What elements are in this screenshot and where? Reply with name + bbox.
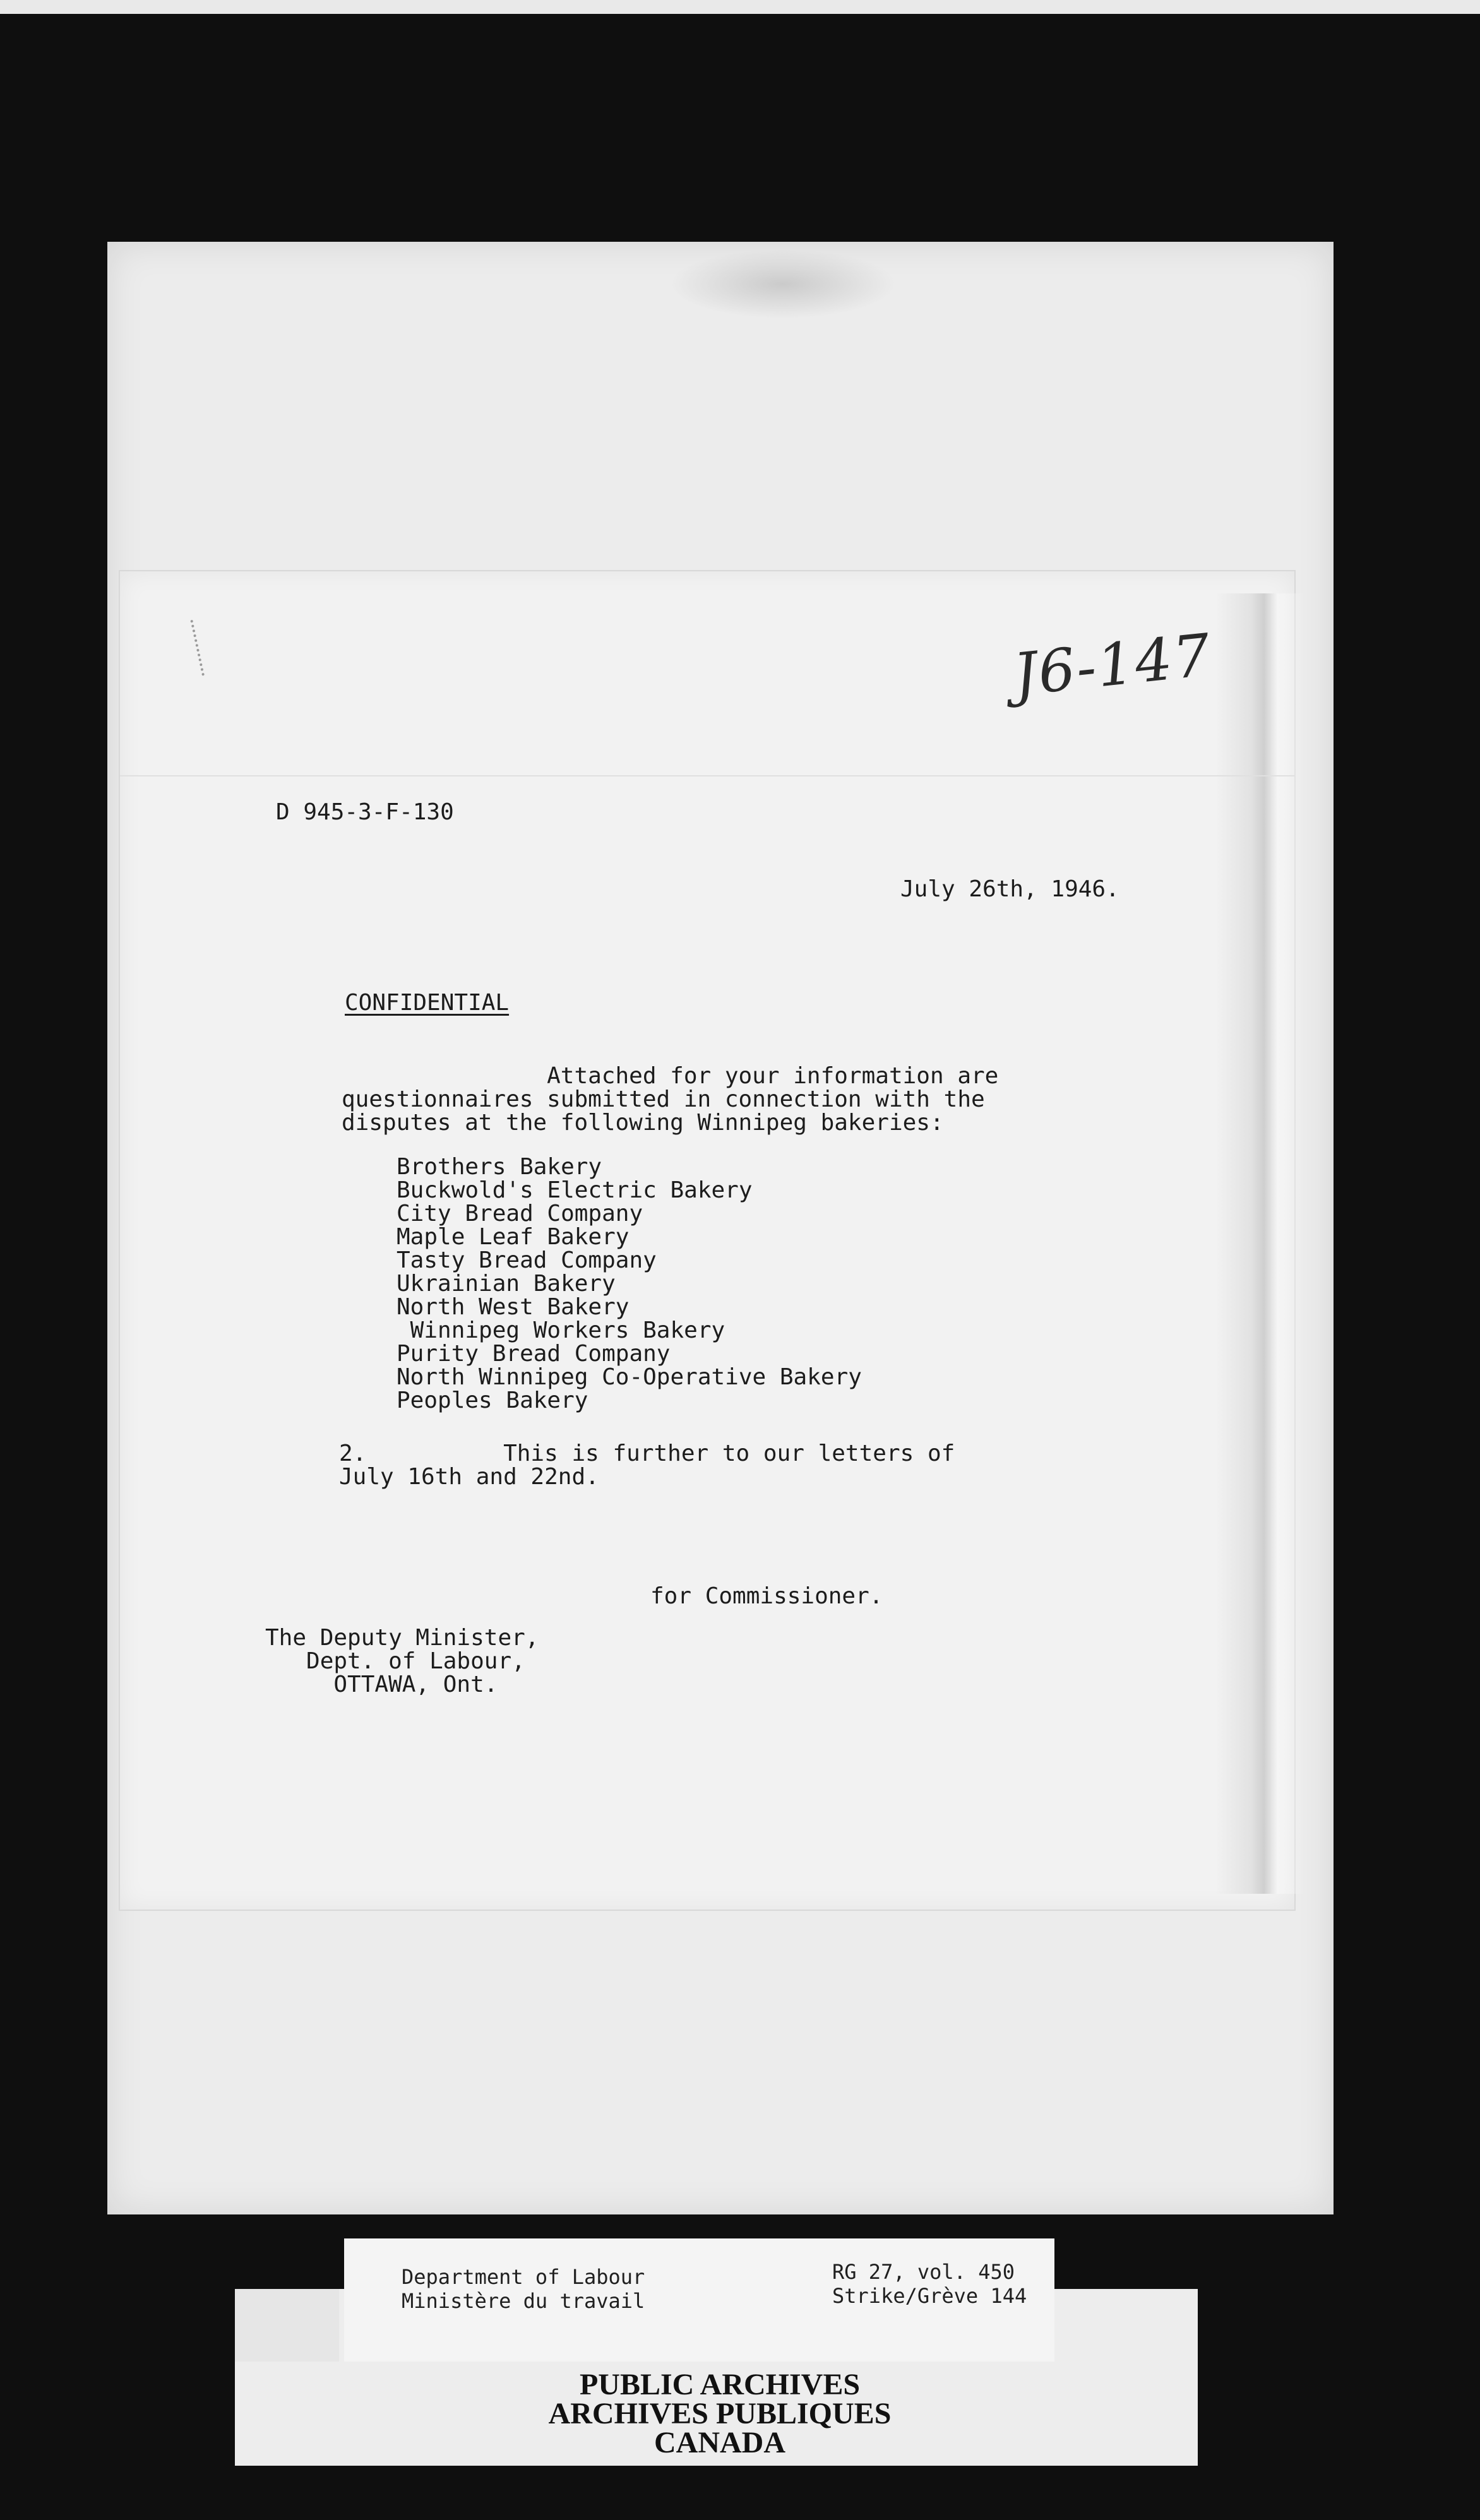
addressee-block: The Deputy Minister, Dept. of Labour, OTTAWA, Ont. <box>265 1625 539 1697</box>
bakery-item: Peoples Bakery <box>397 1388 588 1413</box>
stamp-line: CANADA <box>654 2426 785 2459</box>
film-edge <box>0 0 1480 14</box>
body-paragraph-2: 2. This is further to our letters of July 16th and 22nd. <box>339 1441 955 1490</box>
staple-smudge <box>669 249 897 319</box>
archive-department: Department of Labour Ministère du travail <box>402 2265 645 2313</box>
stamp-line: ARCHIVES PUBLIQUES <box>548 2397 892 2430</box>
body-paragraph-1: Attached for your information are questionnaires submitted in connection with the disputes at the following Winnipeg bakeries: <box>342 1063 999 1136</box>
public-archives-stamp <box>480 2370 960 2458</box>
confidential-heading: CONFIDENTIAL <box>345 990 510 1016</box>
bakery-item: Purity Bread Company <box>397 1341 671 1367</box>
bakery-item: Tasty Bread Company <box>397 1247 657 1273</box>
archive-label-notch <box>235 2289 339 2362</box>
letter-curled-edge <box>1215 593 1304 1894</box>
bakery-item: City Bread Company <box>397 1201 643 1227</box>
fold-line <box>120 775 1294 776</box>
signoff: for Commissioner. <box>650 1583 883 1609</box>
bakery-item: North West Bakery <box>397 1294 630 1320</box>
bakery-list <box>397 1155 862 1412</box>
bakery-item: Maple Leaf Bakery <box>397 1224 630 1250</box>
handwritten-reference: J6-147 <box>1010 621 1215 710</box>
bakery-item: North Winnipeg Co-Operative Bakery <box>397 1364 862 1390</box>
bakery-item: Ukrainian Bakery <box>397 1271 616 1297</box>
stamp-line: PUBLIC ARCHIVES <box>579 2368 861 2401</box>
file-number: D 945-3-F-130 <box>276 799 454 825</box>
bakery-item: Winnipeg Workers Bakery <box>397 1317 725 1343</box>
archive-reference: RG 27, vol. 450 Strike/Grève 144 <box>832 2260 1027 2308</box>
bakery-item: Buckwold's Electric Bakery <box>397 1177 753 1203</box>
letter-date: July 26th, 1946. <box>900 876 1119 902</box>
bakery-item: Brothers Bakery <box>397 1154 602 1180</box>
